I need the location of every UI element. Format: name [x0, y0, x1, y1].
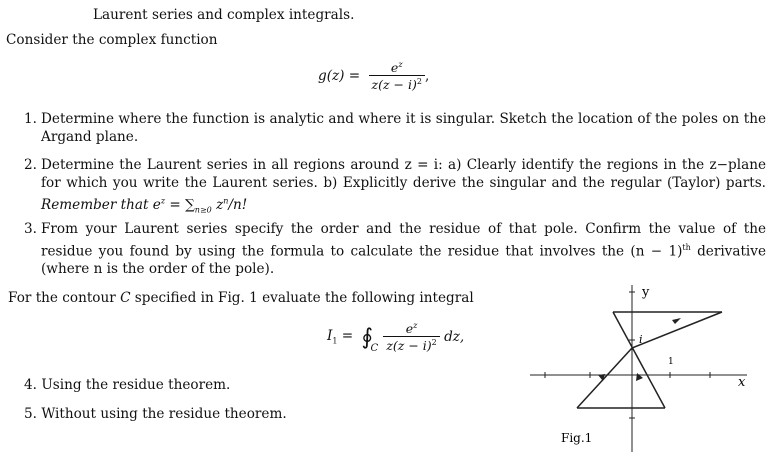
- list-item-3: [24, 221, 766, 278]
- item-text: Determine where the function is analytic and where it is singular. Sketch the location of the poles on the Argand plane.: [41, 111, 766, 145]
- item-2-remember: Remember that $e^z = \sum_{n\ge 0}$ $z^n/n$!: [41, 196, 248, 215]
- eq1-lhs: g(z) =: [318, 68, 361, 85]
- i-label: i: [639, 333, 643, 346]
- eq1-fraction: [369, 60, 425, 92]
- eq2-lhs: I: [327, 328, 333, 345]
- x-label: x: [738, 375, 746, 390]
- eq1-num-sup: z: [398, 60, 403, 69]
- contour-symbol: C: [120, 290, 131, 306]
- eq2-fraction: $\frac{e^z}{z(z - i)^2}$: [383, 321, 439, 353]
- equation-g: [318, 60, 429, 104]
- document-title: Laurent series and complex integrals.: [93, 7, 355, 23]
- item-text: From your Laurent series specify the order and the residue of that pole. Confirm the value of the residue you found by using the formula to calculate the residue that involves the $(n - 1)^{th}$ derivative (where n is the order of the pole).: [41, 221, 766, 277]
- contour-intro: For the contour C specified in Fig. 1 evaluate the following integral: [8, 290, 474, 306]
- eq2-dz: dz,: [439, 329, 465, 346]
- eq1-den-sup: 2: [416, 77, 422, 87]
- eq1-num: e: [390, 60, 399, 76]
- y-label: y: [642, 285, 650, 300]
- item-text: [41, 157, 766, 219]
- list-item-5: 5. Without using the residue theorem.: [24, 406, 287, 422]
- list-item-4: 4. Using the residue theorem.: [24, 377, 231, 393]
- contour-path: [577, 312, 722, 408]
- list-item-1: [24, 111, 766, 146]
- figure-caption: Fig.1: [561, 431, 593, 445]
- contour-figure: [525, 280, 765, 455]
- item-number: 3.: [24, 221, 37, 237]
- eq1-comma: ,: [424, 68, 430, 85]
- item-number: 2.: [24, 157, 37, 173]
- item-2-main: Determine the Laurent series in all regions around z = i: a) Clearly identify the regions in the z−plane for which you write the Laurent series. b) Explicitly derive the singular and the regular (Taylor) parts.: [41, 157, 766, 191]
- intro-text: Consider the complex function: [6, 32, 218, 48]
- contour-integral-sign: ∮ C: [361, 324, 379, 354]
- eq2-lhs-sub: 1: [332, 337, 338, 347]
- eq1-den: z(z − i): [371, 77, 417, 93]
- item-number: 1.: [24, 111, 37, 127]
- list-item-2: [24, 157, 766, 219]
- one-label: 1: [668, 357, 674, 367]
- equation-integral: $I_1$ = ∮ C $\frac{e^z}{z(z - i)^2}$ dz,: [327, 321, 465, 354]
